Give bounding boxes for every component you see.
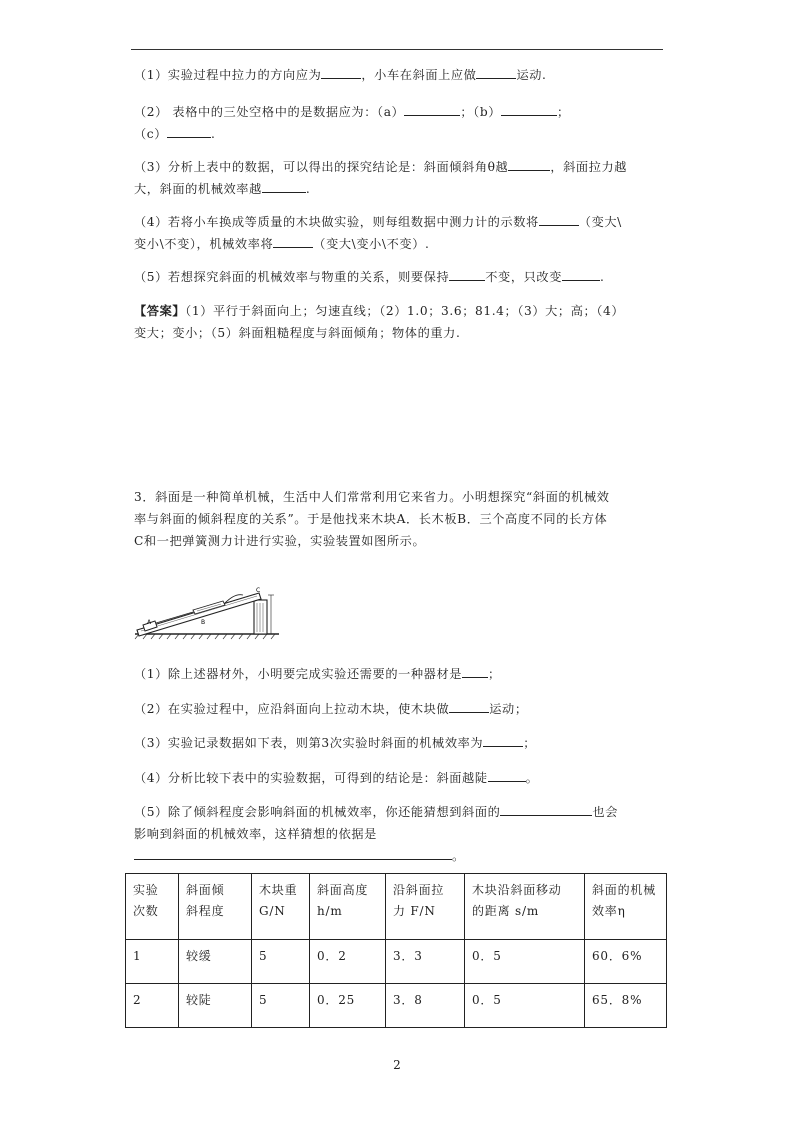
answer-blank[interactable] <box>134 846 452 860</box>
table-cell: 1 <box>126 940 179 984</box>
q2-answer <box>134 300 664 344</box>
table-cell: 0．5 <box>465 940 585 984</box>
table-cell: 2 <box>126 984 179 1028</box>
label-b: B <box>201 619 206 626</box>
text: ； <box>557 105 570 119</box>
table-cell: 3．8 <box>386 984 465 1028</box>
text: （2） 表格中的三处空格中的是数据应为：（a） <box>134 105 405 119</box>
text: （4）分析比较下表中的实验数据，可得到的结论是：斜面越陡 <box>134 771 488 785</box>
answer-blank[interactable] <box>483 733 523 747</box>
q2-sub-5 <box>134 266 664 288</box>
header-cell: 木块沿斜面移动 的距离 s/m <box>465 874 585 940</box>
incline-apparatus-figure <box>131 572 281 642</box>
answer-blank[interactable] <box>449 699 489 713</box>
answer-text: （1）平行于斜面向上；匀速直线；（2）1.0；3.6；81.4；（3）大；高；（4） <box>185 304 625 318</box>
text: C和一把弹簧测力计进行实验，实验装置如图所示。 <box>134 534 426 548</box>
q3-sub-5 <box>134 801 664 867</box>
text: （变大\ <box>578 215 622 229</box>
q3-sub-3 <box>134 732 664 754</box>
answer-label: 【答案】 <box>134 304 186 318</box>
text: 。 <box>525 771 539 785</box>
table-header-row <box>126 874 667 940</box>
text: 也会 <box>592 805 618 819</box>
q3-sub-4 <box>134 767 664 789</box>
text: 率与斜面的倾斜程度的关系”。于是他找来木块A．长木板B．三个高度不同的长方体 <box>134 512 608 526</box>
text: （1）实验过程中拉力的方向应为 <box>134 68 322 82</box>
answer-blank[interactable] <box>273 234 313 248</box>
text: （c） <box>134 127 168 141</box>
answer-blank[interactable] <box>562 267 600 281</box>
table-cell: 较缓 <box>179 940 252 984</box>
text: 3．斜面是一种简单机械，生活中人们常常利用它来省力。小明想探究“斜面的机械效 <box>134 490 610 504</box>
answer-blank-b[interactable] <box>501 102 557 116</box>
table-cell: 0．25 <box>310 984 386 1028</box>
answer-blank[interactable] <box>539 212 579 226</box>
table-row <box>126 940 667 984</box>
answer-blank-c[interactable] <box>167 124 211 138</box>
q3-intro <box>134 486 664 552</box>
q2-sub-2 <box>134 101 664 145</box>
text: 影响到斜面的机械效率，这样猜想的依据是 <box>134 827 377 841</box>
table-row <box>126 984 667 1028</box>
header-cell: 实验 次数 <box>126 874 179 940</box>
text: 运动； <box>489 702 528 716</box>
text: . <box>600 270 605 284</box>
table-cell: 5 <box>252 984 310 1028</box>
text: （3）分析上表中的数据，可以得出的探究结论是：斜面倾斜角θ越 <box>134 160 509 174</box>
table-cell: 60．6% <box>585 940 667 984</box>
header-cell: 斜面高度 h/m <box>310 874 386 940</box>
answer-text: 变大；变小；（5）斜面粗糙程度与斜面倾角；物体的重力. <box>134 326 461 340</box>
text: 。 <box>452 849 465 863</box>
text: （3）实验记录数据如下表，则第3次实验时斜面的机械效率为 <box>134 736 484 750</box>
header-cell: 沿斜面拉 力 F/N <box>386 874 465 940</box>
text: （变大\变小\不变）. <box>313 237 430 251</box>
table-cell: 5 <box>252 940 310 984</box>
text: （1）除上述器材外，小明要完成实验还需要的一种器材是 <box>134 667 463 681</box>
q2-sub-1 <box>134 64 664 86</box>
answer-blank[interactable] <box>462 664 488 678</box>
text: （4）若将小车换成等质量的木块做实验，则每组数据中测力计的示数将 <box>134 215 539 229</box>
text: . <box>211 127 216 141</box>
text: ； <box>523 736 536 750</box>
table-cell: 0．2 <box>310 940 386 984</box>
text: 不变，只改变 <box>485 270 562 284</box>
table-cell: 65．8% <box>585 984 667 1028</box>
text: ；（b） <box>460 105 502 119</box>
text: 运动. <box>516 68 547 82</box>
label-c: C <box>256 587 261 594</box>
text: . <box>305 182 311 196</box>
page-number: 2 <box>393 1058 401 1072</box>
text: 变小\不变），机械效率将 <box>134 237 274 251</box>
text: （5）除了倾斜程度会影响斜面的机械效率，你还能猜想到斜面的 <box>134 805 501 819</box>
q2-sub-3 <box>134 156 664 200</box>
experiment-data-table <box>125 873 667 1028</box>
header-cell: 斜面的机械 效率η <box>585 874 667 940</box>
text: ，斜面拉力越 <box>550 160 628 174</box>
header-cell: 斜面倾 斜程度 <box>179 874 252 940</box>
q3-sub-2 <box>134 698 664 720</box>
answer-blank[interactable] <box>262 179 306 193</box>
text: （2）在实验过程中，应沿斜面向上拉动木块，使木块做 <box>134 702 450 716</box>
answer-blank[interactable] <box>488 768 526 782</box>
table-cell: 0．5 <box>465 984 585 1028</box>
q3-sub-1 <box>134 663 664 685</box>
text: （5）若想探究斜面的机械效率与物重的关系，则要保持 <box>134 270 450 284</box>
answer-blank[interactable] <box>508 157 550 171</box>
text: 大，斜面的机械效率越 <box>134 182 262 196</box>
answer-blank[interactable] <box>321 65 361 79</box>
answer-blank[interactable] <box>500 802 592 816</box>
q2-sub-4 <box>134 211 664 255</box>
label-a: A <box>147 619 152 626</box>
answer-blank[interactable] <box>449 267 485 281</box>
answer-blank[interactable] <box>476 65 516 79</box>
text: ，小车在斜面上应做 <box>361 68 477 82</box>
answer-blank-a[interactable] <box>404 102 460 116</box>
header-cell: 木块重 G/N <box>252 874 310 940</box>
table-cell: 3．3 <box>386 940 465 984</box>
header-rule <box>131 49 663 50</box>
table-cell: 较陡 <box>179 984 252 1028</box>
text: ； <box>488 667 501 681</box>
